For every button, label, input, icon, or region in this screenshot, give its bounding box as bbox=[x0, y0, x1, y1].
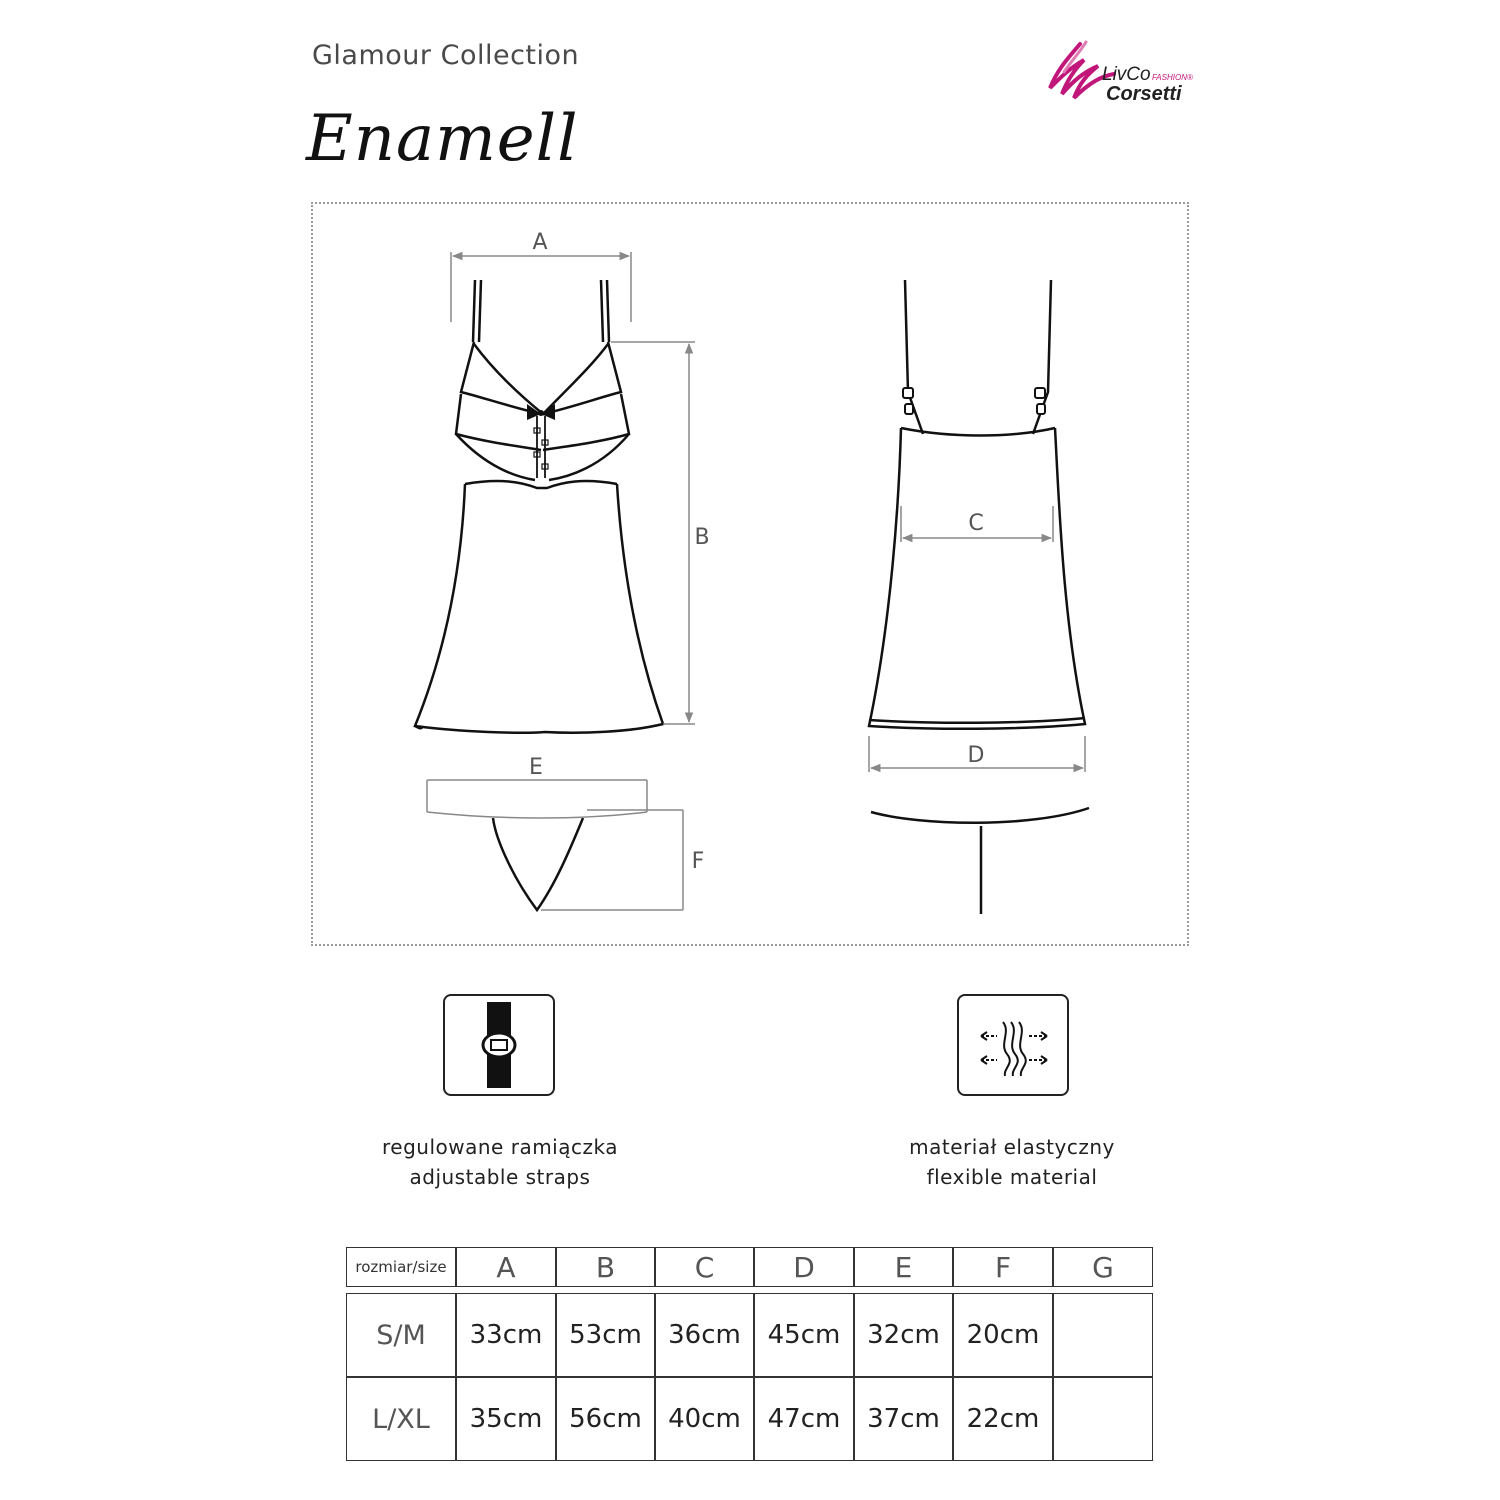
stretch-arrows-icon bbox=[959, 996, 1067, 1094]
cell-g bbox=[1053, 1377, 1153, 1461]
table-row bbox=[346, 1293, 1153, 1377]
header-d: D bbox=[754, 1247, 854, 1287]
logo-text-corsetti: Corsetti bbox=[1106, 83, 1182, 105]
label-a: A bbox=[532, 230, 548, 255]
cell-c: 36cm bbox=[655, 1293, 754, 1377]
cell-b: 53cm bbox=[556, 1293, 655, 1377]
label-f: F bbox=[691, 849, 705, 874]
garment-diagram bbox=[311, 202, 1189, 946]
header-a: A bbox=[456, 1247, 556, 1287]
cell-f: 20cm bbox=[953, 1293, 1053, 1377]
label-d: D bbox=[967, 743, 985, 768]
header-e: E bbox=[854, 1247, 953, 1287]
cell-d: 45cm bbox=[754, 1293, 854, 1377]
header-size: rozmiar/size bbox=[346, 1247, 456, 1287]
product-name: Enamell bbox=[306, 102, 579, 176]
header-f: F bbox=[953, 1247, 1053, 1287]
cell-a: 33cm bbox=[456, 1293, 556, 1377]
cell-size: L/XL bbox=[346, 1377, 456, 1461]
cell-e: 32cm bbox=[854, 1293, 953, 1377]
label-e: E bbox=[529, 755, 543, 780]
dimension-f bbox=[541, 810, 683, 910]
cell-size: S/M bbox=[346, 1293, 456, 1377]
header-c: C bbox=[655, 1247, 754, 1287]
table-row bbox=[346, 1377, 1153, 1461]
feature-label-pl: regulowane ramiączka bbox=[382, 1135, 618, 1159]
brand-logo-mark bbox=[1040, 38, 1200, 108]
label-b: B bbox=[694, 525, 710, 550]
feature-label-en: adjustable straps bbox=[409, 1165, 591, 1189]
label-c: C bbox=[968, 511, 984, 536]
cell-g bbox=[1053, 1293, 1153, 1377]
adjustable-strap-icon bbox=[445, 996, 553, 1094]
chemise-front-drawing bbox=[415, 280, 663, 733]
strap-adjuster-back bbox=[903, 388, 1045, 414]
size-table-header bbox=[346, 1247, 1153, 1287]
feature-label-pl: materiał elastyczny bbox=[909, 1135, 1115, 1159]
feature-adjustable-straps bbox=[443, 994, 555, 1096]
chemise-back-drawing bbox=[869, 280, 1085, 729]
cell-f: 22cm bbox=[953, 1377, 1053, 1461]
collection-title: Glamour Collection bbox=[312, 40, 580, 71]
cell-d: 47cm bbox=[754, 1377, 854, 1461]
feature-label-adjustable-straps bbox=[360, 1132, 640, 1192]
feature-label-flexible-material bbox=[872, 1132, 1152, 1192]
cell-a: 35cm bbox=[456, 1377, 556, 1461]
header-g: G bbox=[1053, 1247, 1153, 1287]
logo-text-livco: LivCo bbox=[1102, 64, 1151, 85]
cell-c: 40cm bbox=[655, 1377, 754, 1461]
feature-label-en: flexible material bbox=[926, 1165, 1098, 1189]
feature-flexible-material bbox=[957, 994, 1069, 1096]
brand-logo bbox=[1040, 38, 1200, 108]
thong-front-drawing bbox=[493, 818, 583, 910]
dimension-e bbox=[427, 780, 647, 818]
header-b: B bbox=[556, 1247, 655, 1287]
logo-text-fashion: FASHION® bbox=[1152, 73, 1193, 82]
cell-b: 56cm bbox=[556, 1377, 655, 1461]
size-table bbox=[346, 1247, 1153, 1461]
cell-e: 37cm bbox=[854, 1377, 953, 1461]
thong-back-drawing bbox=[871, 808, 1089, 914]
bow-detail bbox=[527, 404, 555, 478]
dimension-a bbox=[451, 252, 631, 322]
dimension-b bbox=[611, 342, 695, 724]
